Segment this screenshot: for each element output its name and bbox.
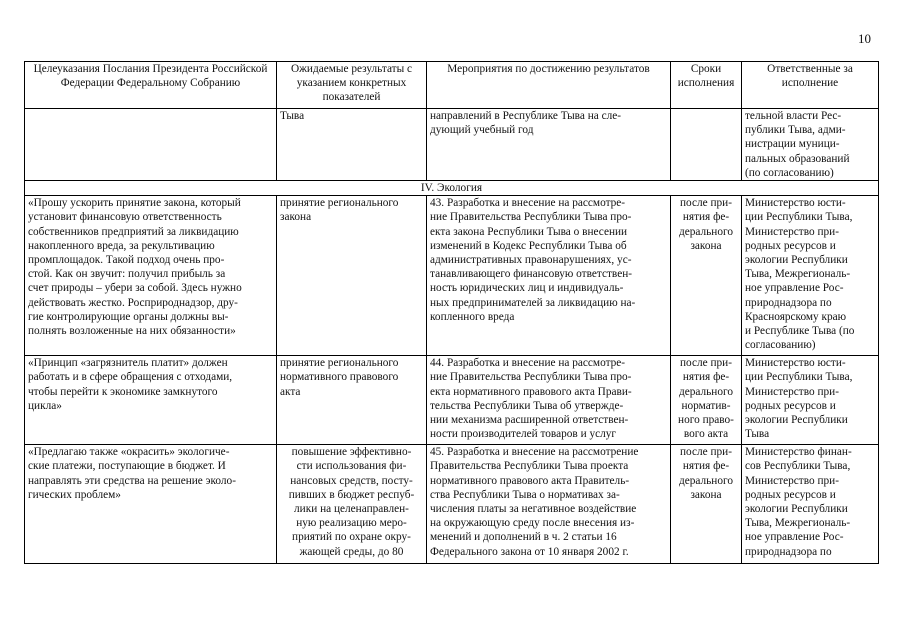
section-title: IV. Экология [25,181,879,196]
cell-responsible: Министерство финан- сов Республики Тыва, Министерство при- родных ресурсов и экологии Республики Тыва, Межрегиональ- ное управление Рос- природнадзора по [742,445,879,564]
cell-responsible: Министерство юсти- ции Республики Тыва, Министерство при- родных ресурсов и экологии Республики Тыва [742,356,879,445]
page-number: 10 [858,31,871,46]
table-header-row [25,62,879,109]
table-row [25,196,879,356]
header-deadlines: Сроки исполнения [671,62,742,109]
cell-goal [25,109,277,181]
cell-result: повышение эффективно- сти использования фи- нансовых средств, посту- пивших в бюджет респуб- лики на целенаправлен- ную реализацию меро- приятий по охране окру- жающей среды, до 80 [277,445,427,564]
table-row-continuation [25,109,879,181]
table-row [25,356,879,445]
cell-result: принятие регионального нормативного правового акта [277,356,427,445]
header-measures: Мероприятия по достижению результатов [427,62,671,109]
cell-measure: 43. Разработка и внесение на рассмотре- ние Правительства Республики Тыва про- екта закона Республики Тыва о внесении изменений в Кодекс Республики Тыва об административных правонарушениях, ус- танавливающего финансовую ответствен- ность юридических лиц и индивидуаль- ных предпринимателей за ликвидацию на- копленного вреда [427,196,671,356]
cell-deadline: после при- нятия фе- дерального норматив- ного право- вого акта [671,356,742,445]
header-goals: Целеуказания Послания Президента Российской Федерации Федеральному Собранию [25,62,277,109]
cell-deadline [671,109,742,181]
cell-measure: направлений в Республике Тыва на сле- дующий учебный год [427,109,671,181]
cell-result: Тыва [277,109,427,181]
cell-goal: «Прошу ускорить принятие закона, который установит финансовую ответственность собственников предприятий за ликвидацию накопленного вреда, за рекультивацию промплощадок. Такой подход очень про- стой. Как он звучит: получил прибыль за счет природы – убери за собой. Здесь нужно действовать жестко. Росприроднадзор, дру- гие контролирующие органы должны вы- полнять возложенные на них обязанности» [25,196,277,356]
cell-responsible: Министерство юсти- ции Республики Тыва, Министерство при- родных ресурсов и экологии Республики Тыва, Межрегиональ- ное управление Рос- природнадзора по Красноярскому краю и Республике Тыва (по согласованию) [742,196,879,356]
cell-result: принятие регионального закона [277,196,427,356]
section-row [25,181,879,196]
header-responsible: Ответственные за исполнение [742,62,879,109]
action-plan-table [24,61,879,564]
cell-deadline: после при- нятия фе- дерального закона [671,445,742,564]
cell-goal: «Принцип «загрязнитель платит» должен работать и в сфере обращения с отходами, чтобы перейти к экономике замкнутого цикла» [25,356,277,445]
cell-deadline: после при- нятия фе- дерального закона [671,196,742,356]
header-expected-results: Ожидаемые результаты с указанием конкретных показателей [277,62,427,109]
cell-measure: 45. Разработка и внесение на рассмотрение Правительства Республики Тыва проекта нормативного правового акта Правитель- ства Республики Тыва о нормативах за- числения платы за негативное воздействие на окружающую среду после внесения из- менений и дополнений в ч. 2 статьи 16 Федерального закона от 10 января 2002 г. [427,445,671,564]
cell-responsible: тельной власти Рес- публики Тыва, адми- нистрации муници- пальных образований (по согласованию) [742,109,879,181]
cell-measure: 44. Разработка и внесение на рассмотре- ние Правительства Республики Тыва про- екта нормативного правового акта Прави- тельства Республики Тыва об утвержде- нии механизма расширенной ответствен- ности производителей товаров и услуг [427,356,671,445]
cell-goal: «Предлагаю также «окрасить» экологиче- ские платежи, поступающие в бюджет. И направлять эти средства на решение эколо- гических проблем» [25,445,277,564]
table-row [25,445,879,564]
